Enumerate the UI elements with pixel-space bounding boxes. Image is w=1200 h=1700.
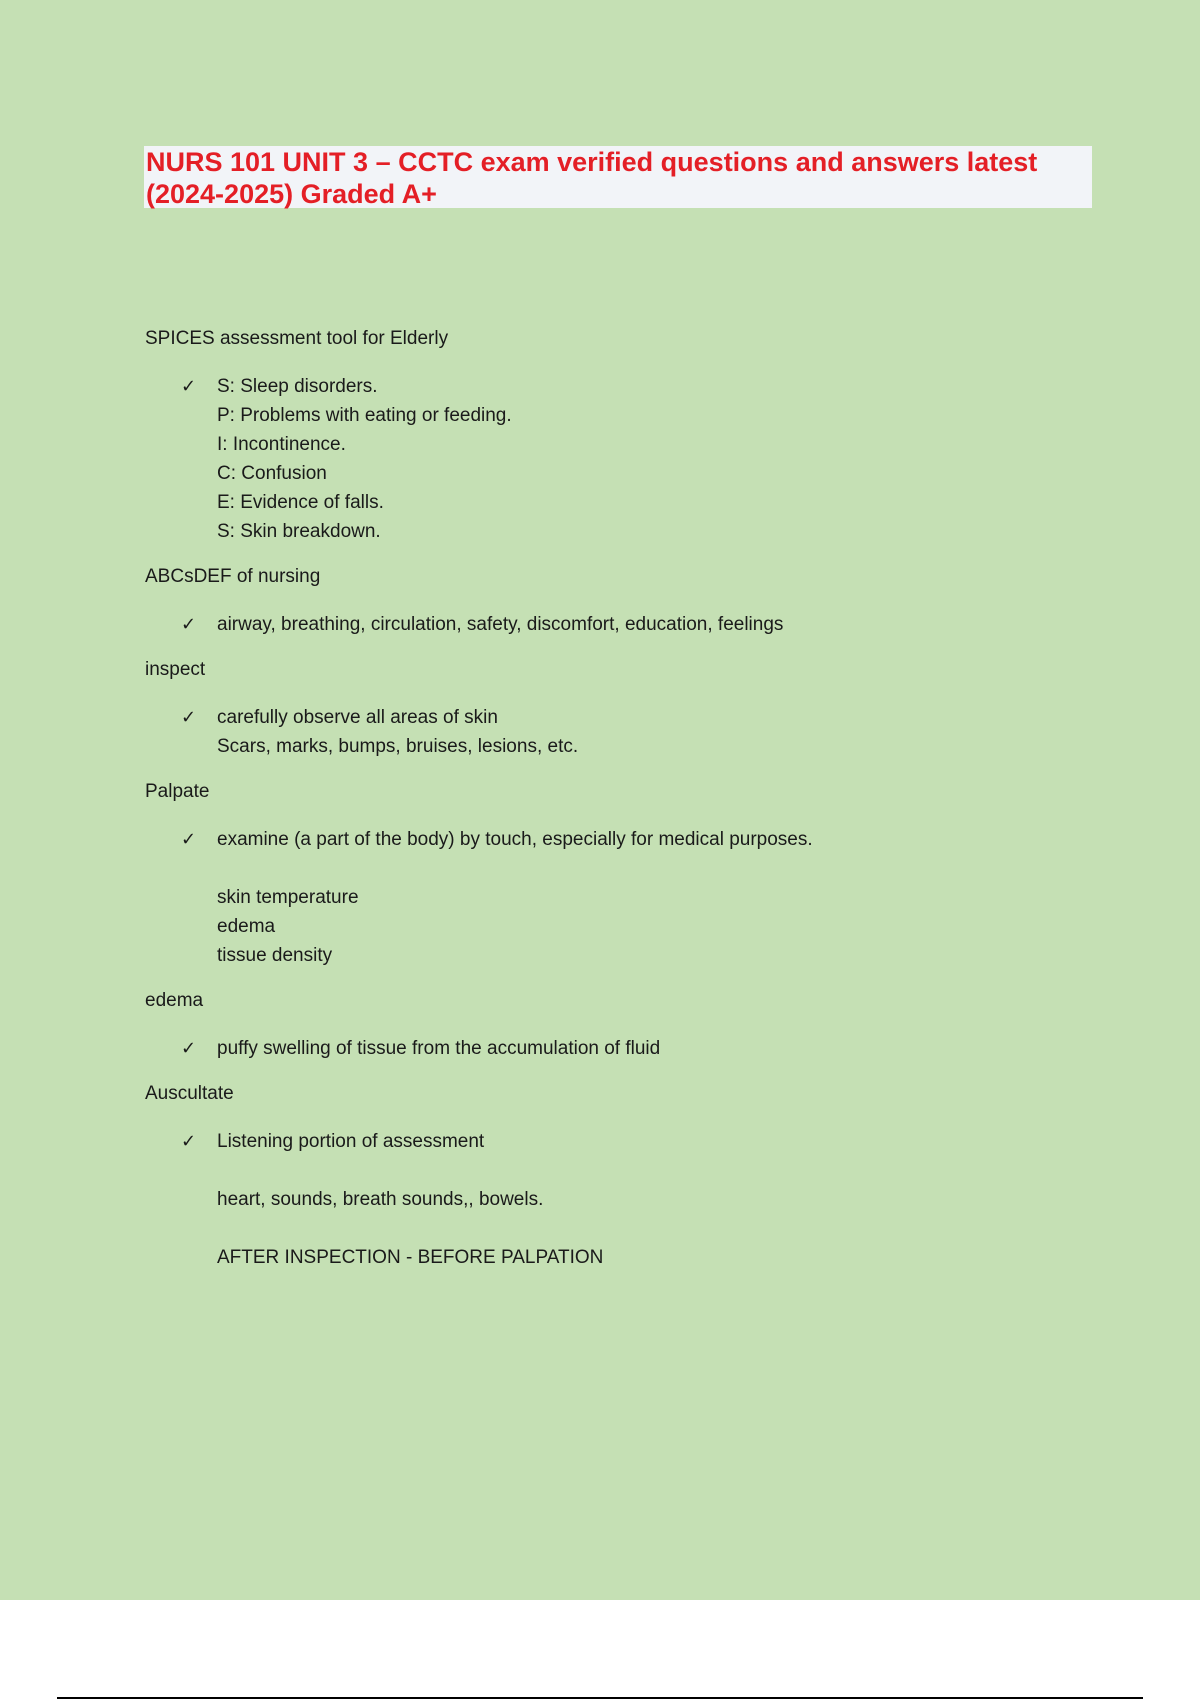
- title-line-1: NURS 101 UNIT 3 – CCTC exam verified questions and answers latest: [146, 147, 1038, 177]
- answer-line: skin temperature: [217, 887, 359, 908]
- answer-line: heart, sounds, breath sounds,, bowels.: [217, 1189, 544, 1210]
- answer-line: P: Problems with eating or feeding.: [217, 405, 512, 426]
- checkmark-icon: ✓: [181, 707, 197, 727]
- answer-abcsdef: [145, 610, 1145, 639]
- term-spices: SPICES assessment tool for Elderly: [145, 328, 449, 349]
- qa-list: [145, 326, 1145, 1290]
- answer-edema: [145, 1034, 1145, 1063]
- term-auscultate: Auscultate: [145, 1083, 234, 1104]
- answer-line: C: Confusion: [217, 463, 327, 484]
- document-title: [144, 146, 1092, 208]
- answer-line: AFTER INSPECTION - BEFORE PALPATION: [217, 1247, 604, 1268]
- footer-divider: [57, 1697, 1143, 1699]
- term-edema: edema: [145, 990, 204, 1011]
- answer-line: examine (a part of the body) by touch, especially for medical purposes.: [217, 829, 813, 850]
- answer-line: Scars, marks, bumps, bruises, lesions, etc.: [217, 736, 579, 757]
- checkmark-icon: ✓: [181, 829, 197, 849]
- checkmark-icon: ✓: [181, 614, 197, 634]
- answer-line: Listening portion of assessment: [217, 1131, 485, 1152]
- answer-inspect: [145, 703, 1145, 761]
- answer-palpate: [145, 825, 1145, 970]
- checkmark-icon: ✓: [181, 376, 197, 396]
- answer-line: airway, breathing, circulation, safety, discomfort, education, feelings: [217, 614, 784, 635]
- answer-auscultate: [145, 1127, 1145, 1272]
- answer-line: puffy swelling of tissue from the accumulation of fluid: [217, 1038, 661, 1059]
- answer-line: edema: [217, 916, 276, 937]
- answer-line-blank: [217, 854, 1145, 883]
- answer-line: I: Incontinence.: [217, 434, 346, 455]
- answer-spices: [145, 372, 1145, 546]
- checkmark-icon: ✓: [181, 1038, 197, 1058]
- answer-line: S: Skin breakdown.: [217, 521, 381, 542]
- term-palpate: Palpate: [145, 781, 210, 802]
- answer-line: E: Evidence of falls.: [217, 492, 384, 513]
- term-inspect: inspect: [145, 659, 206, 680]
- checkmark-icon: ✓: [181, 1131, 197, 1151]
- term-abcsdef: ABCsDEF of nursing: [145, 566, 321, 587]
- answer-line: carefully observe all areas of skin: [217, 707, 498, 728]
- title-line-2: (2024-2025) Graded A+: [146, 179, 437, 209]
- answer-line-blank: [217, 1156, 1145, 1185]
- answer-line: tissue density: [217, 945, 333, 966]
- answer-line-blank: [217, 1214, 1145, 1243]
- answer-line: S: Sleep disorders.: [217, 376, 378, 397]
